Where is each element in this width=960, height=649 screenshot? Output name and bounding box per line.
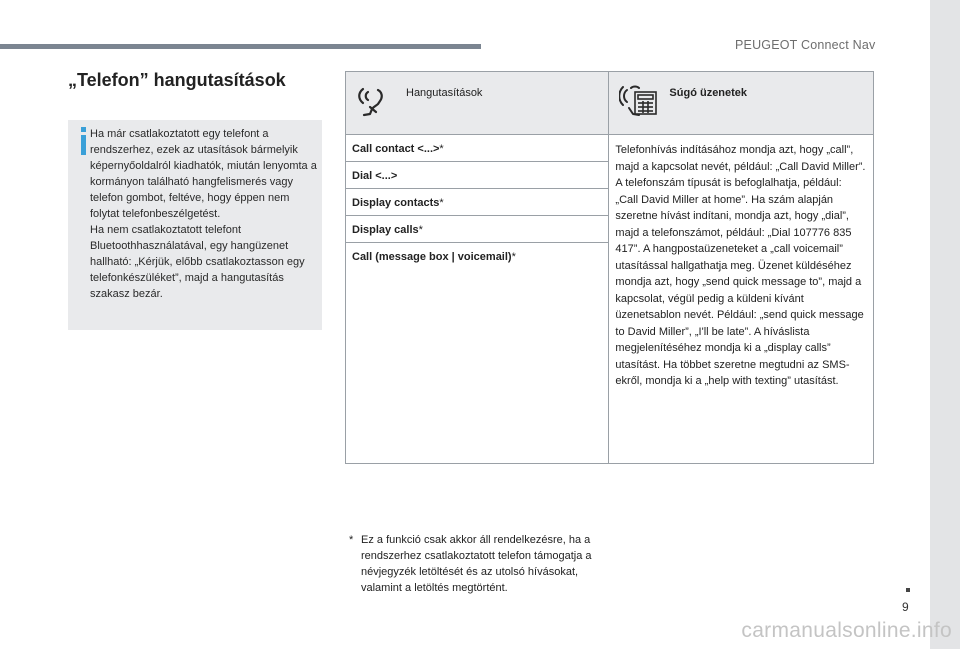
page-number: 9 (902, 600, 909, 614)
footnote-text: Ez a funkció csak akkor áll rendelkezésre, ha a rendszerhez csatlakoztatott telefon támogatja a névjegyzék letöltését és az utolsó hívásokat, valamint a letöltés megtörtént. (361, 534, 592, 594)
help-text: Telefonhívás indításához mondja azt, hogy „call”, majd a kapcsolat nevét, például: „Call David Miller”. A telefonszám típusát is befoglalhatja, például: „Call David Miller at home”. Ha szám alapján szeretne hívást indítani, mondja azt, hogy „dial”, majd a telefonszámot, például: „Dial 107776 835 417”. A hangpostaüzeneteket a „call voicemail” utasítással hallgathatja meg. Üzenet küldéséhez mondja azt, hogy „send quick message to”, majd a kapcsolat, végül pedig a küldeni kívánt üzenetsablon nevét. Például: „send quick message to David Miller”, „I'll be late”. A híváslista megjelenítéséhez mondja ki a „display calls” utasítást. Ha többet szeretne megtudni az SMS-ekről, mondja ki a „help with texting” utasítást. (615, 144, 866, 387)
command-cell-display-contacts (346, 189, 609, 216)
table-header-help (609, 72, 874, 135)
command-star: * (511, 251, 516, 263)
command-label: Display calls (352, 224, 419, 236)
command-cell-call-voicemail (346, 243, 609, 270)
speaking-head-keypad-icon (619, 82, 659, 118)
table-header-commands-label: Hangutasítások (406, 87, 483, 99)
command-star: * (439, 197, 444, 209)
info-icon (79, 127, 88, 155)
footnote (349, 532, 609, 596)
table-header-commands (346, 72, 609, 135)
voice-command-table (345, 71, 874, 464)
page-marker-dot (906, 588, 910, 592)
table-header-help-label: Súgó üzenetek (669, 87, 748, 99)
footnote-mark: * (349, 534, 354, 546)
info-text (90, 126, 320, 302)
command-label: Display contacts (352, 197, 440, 209)
header-title: PEUGEOT Connect Nav (735, 38, 876, 52)
command-cell-call-contact (346, 135, 609, 162)
header-rule (0, 44, 481, 49)
speaking-head-icon (356, 82, 390, 118)
command-label: Call contact <...> (352, 143, 440, 155)
command-label: Call (message box | voicemail) (352, 251, 512, 263)
command-cell-dial (346, 162, 609, 189)
page-edge-band (930, 0, 960, 649)
info-box (68, 120, 322, 330)
command-star: * (439, 143, 444, 155)
help-text-cell (609, 135, 874, 464)
watermark: carmanualsonline.info (741, 619, 952, 642)
section-title: „Telefon” hangutasítások (68, 70, 286, 90)
command-cell-display-calls (346, 216, 609, 243)
info-paragraph-connected: Ha már csatlakoztatott egy telefont a rendszerhez, ezek az utasítások bármelyik képernyőoldalról kiadhatók, miután lenyomta a kormányon található hangfelismerés vagy telefon gombot, feltéve, hogy éppen nem folytat telefonbeszélgetést. (90, 128, 317, 220)
command-star: * (418, 224, 423, 236)
command-column-filler (346, 270, 609, 464)
command-label: Dial <...> (352, 170, 398, 182)
info-paragraph-not-connected: Ha nem csatlakoztatott telefont Bluetoothhasználatával, egy hangüzenet hallható: „Kérjük, előbb csatlakoztasson egy telefonkészüléket”, majd a hangutasítás szakasz bezár. (90, 224, 305, 300)
